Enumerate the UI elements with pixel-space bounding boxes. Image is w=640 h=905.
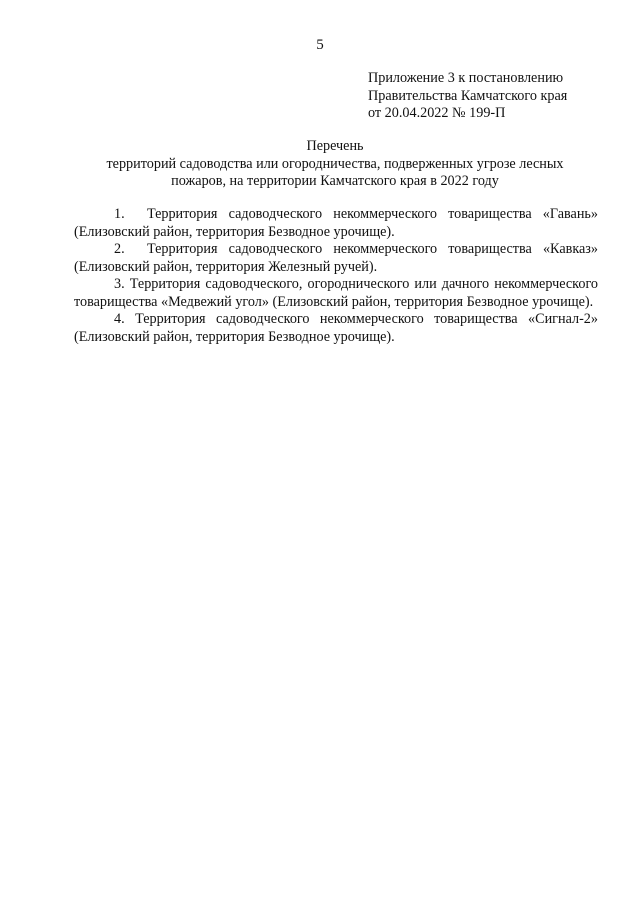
list-item-text: Территория садоводческого некоммерческого товарищества «Сигнал-2» (Елизовский район, территория Безводное урочище). (74, 311, 598, 345)
list-item-number: 1. (114, 206, 125, 222)
appendix-line-1: Приложение 3 к постановлению (368, 70, 564, 86)
page-number: 5 (316, 37, 324, 53)
list-item-number: 2. (114, 241, 125, 257)
appendix-line-2: Правительства Камчатского края (368, 87, 568, 104)
list-item-text: Территория садоводческого некоммерческого товарищества «Гавань» (Елизовский район, территория Безводное урочище). (74, 206, 598, 240)
list-item (74, 311, 598, 346)
list-item-text: Территория садоводческого, огороднического или дачного некоммерческого товарищества «Медвежий угол» (Елизовский район, территория Безводное урочище). (74, 276, 599, 310)
appendix-line-3: от 20.04.2022 № 199-П (368, 105, 506, 121)
title-subtitle-line-2: пожаров, на территории Камчатского края в 2022 году (171, 173, 499, 189)
territory-list (74, 206, 598, 346)
title-heading: Перечень (306, 138, 364, 154)
title-subtitle-line-1: территорий садоводства или огородничества, подверженных угрозе лесных (106, 155, 564, 172)
list-item-text: Территория садоводческого некоммерческого товарищества «Кавказ» (Елизовский район, территория Железный ручей). (74, 241, 598, 275)
document-title (60, 138, 610, 191)
list-item (74, 241, 598, 276)
list-item (74, 206, 598, 241)
list-item (74, 276, 598, 311)
list-item-number: 4. (114, 311, 125, 327)
list-item-number: 3. (114, 276, 125, 292)
appendix-header (368, 70, 608, 123)
